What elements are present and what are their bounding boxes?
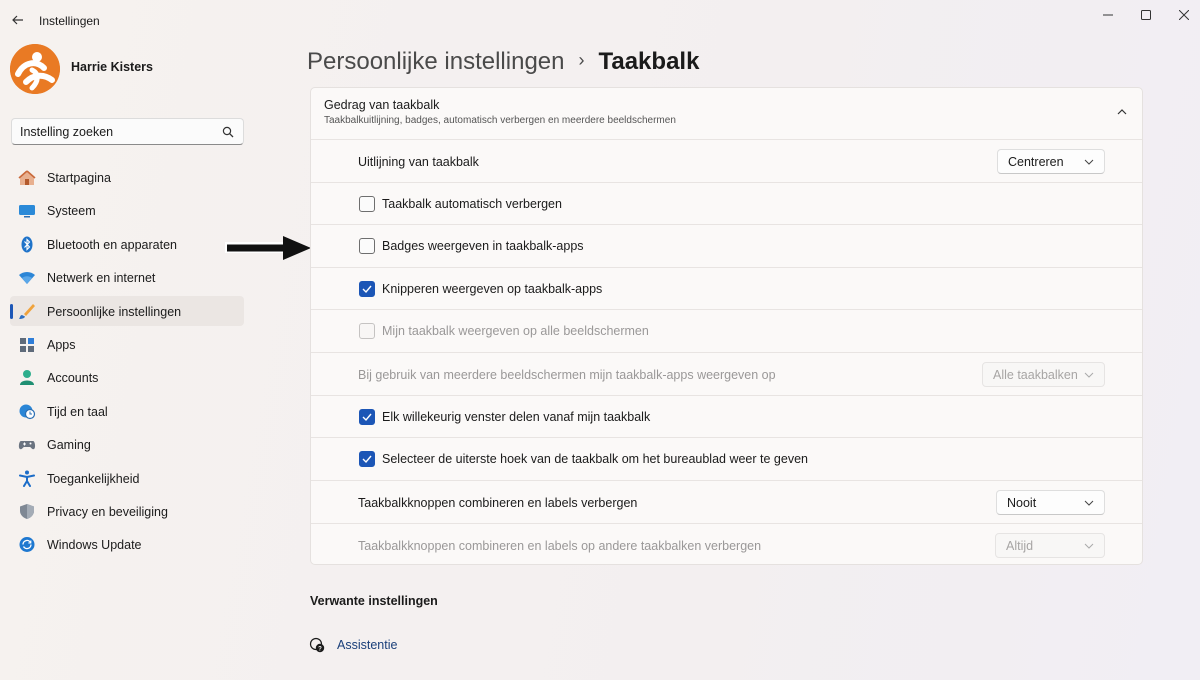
avatar[interactable] xyxy=(10,44,60,94)
breadcrumb xyxy=(307,48,699,76)
breadcrumb-separator: › xyxy=(578,50,585,70)
minimize-button[interactable] xyxy=(1088,5,1128,25)
checkmark-icon xyxy=(362,412,372,422)
accessibility-icon xyxy=(18,470,36,487)
multi-display-dropdown: Alle taakbalken xyxy=(982,362,1105,387)
sidebar-item-netwerk[interactable]: Netwerk en internet xyxy=(10,262,244,292)
minimize-icon xyxy=(1103,10,1113,20)
card-subtitle: Taakbalkuitlijning, badges, automatisch verbergen en meerdere beeldschermen xyxy=(324,115,676,126)
checkmark-icon xyxy=(362,454,372,464)
home-icon xyxy=(18,169,36,186)
back-arrow-icon xyxy=(12,15,24,25)
row-auto-hide[interactable]: Taakbalk automatisch verbergen xyxy=(311,182,1142,224)
chevron-down-icon xyxy=(1084,542,1094,550)
combine-buttons-dropdown[interactable]: Nooit xyxy=(996,490,1105,515)
sidebar-item-startpagina[interactable]: Startpagina xyxy=(10,162,244,192)
combine-other-dropdown: Altijd xyxy=(995,533,1105,558)
card-header[interactable] xyxy=(311,88,1142,139)
assistentie-link[interactable]: Assistentie xyxy=(337,638,398,652)
sidebar-item-privacy[interactable]: Privacy en beveiliging xyxy=(10,496,244,526)
row-show-desktop-corner[interactable]: Selecteer de uiterste hoek van de taakbalk om het bureaublad weer te geven xyxy=(311,437,1142,480)
sidebar-item-persoonlijke-instellingen[interactable]: Persoonlijke instellingen xyxy=(10,296,244,326)
annotation-arrow-icon xyxy=(225,233,313,263)
update-icon xyxy=(18,536,36,553)
back-button[interactable] xyxy=(8,10,28,30)
share-window-checkbox[interactable] xyxy=(359,409,375,425)
brush-icon xyxy=(18,303,36,320)
close-button[interactable] xyxy=(1164,5,1200,25)
sidebar-item-apps[interactable]: Apps xyxy=(10,329,244,359)
sidebar-item-windows-update[interactable]: Windows Update xyxy=(10,529,244,559)
maximize-icon xyxy=(1141,10,1151,20)
row-all-displays: Mijn taakbalk weergeven op alle beeldschermen xyxy=(311,309,1142,352)
maximize-button[interactable] xyxy=(1126,5,1166,25)
sidebar-item-tijd-en-taal[interactable]: Tijd en taal xyxy=(10,396,244,426)
show-desktop-checkbox[interactable] xyxy=(359,451,375,467)
breadcrumb-parent[interactable]: Persoonlijke instellingen xyxy=(307,48,565,75)
search-box[interactable] xyxy=(11,118,244,145)
row-share-window[interactable]: Elk willekeurig venster delen vanaf mijn taakbalk xyxy=(311,395,1142,437)
wifi-icon xyxy=(18,269,36,286)
account-icon xyxy=(18,369,36,386)
sidebar-item-systeem[interactable]: Systeem xyxy=(10,195,244,225)
sidebar-item-toegankelijkheid[interactable]: Toegankelijkheid xyxy=(10,463,244,493)
row-taskbar-alignment: Uitlijning van taakbalk Centreren xyxy=(311,139,1142,182)
badges-checkbox[interactable] xyxy=(359,238,375,254)
auto-hide-checkbox[interactable] xyxy=(359,196,375,212)
all-displays-checkbox xyxy=(359,323,375,339)
page-title: Taakbalk xyxy=(598,48,700,75)
system-icon xyxy=(18,202,36,219)
shield-icon xyxy=(18,503,36,520)
checkmark-icon xyxy=(362,284,372,294)
row-combine-buttons: Taakbalkknoppen combineren en labels verbergen Nooit xyxy=(311,480,1142,523)
bluetooth-icon xyxy=(18,236,36,253)
flashing-checkbox[interactable] xyxy=(359,281,375,297)
sidebar-item-bluetooth[interactable]: Bluetooth en apparaten xyxy=(10,229,244,259)
taskbar-behavior-card xyxy=(310,87,1143,565)
close-icon xyxy=(1179,10,1189,20)
sidebar-item-gaming[interactable]: Gaming xyxy=(10,429,244,459)
help-icon xyxy=(309,637,325,653)
card-title: Gedrag van taakbalk xyxy=(324,98,440,112)
row-badges[interactable]: Badges weergeven in taakbalk-apps xyxy=(311,224,1142,267)
title-bar xyxy=(0,0,1200,40)
svg-text:?: ? xyxy=(318,646,322,653)
taskbar-alignment-dropdown[interactable]: Centreren xyxy=(997,149,1105,174)
search-icon xyxy=(222,126,234,138)
chevron-down-icon xyxy=(1084,158,1094,166)
clock-globe-icon xyxy=(18,403,36,420)
row-multi-display-apps: Bij gebruik van meerdere beeldschermen mijn taakbalk-apps weergeven op Alle taakbalken xyxy=(311,352,1142,395)
row-combine-other-taskbars: Taakbalkknoppen combineren en labels op andere taakbalken verbergen Altijd xyxy=(311,523,1142,565)
user-name: Harrie Kisters xyxy=(71,60,153,74)
apps-icon xyxy=(18,336,36,353)
sidebar-nav xyxy=(10,162,244,563)
app-title: Instellingen xyxy=(39,14,100,28)
chevron-down-icon xyxy=(1084,499,1094,507)
related-settings-heading: Verwante instellingen xyxy=(310,594,438,608)
gamepad-icon xyxy=(18,436,36,453)
sidebar-item-accounts[interactable]: Accounts xyxy=(10,362,244,392)
row-flashing[interactable]: Knipperen weergeven op taakbalk-apps xyxy=(311,267,1142,309)
chevron-down-icon xyxy=(1084,371,1094,379)
avatar-logo-icon xyxy=(10,44,60,94)
search-input[interactable]: Instelling zoeken xyxy=(20,125,114,139)
chevron-up-icon[interactable] xyxy=(1114,104,1130,120)
